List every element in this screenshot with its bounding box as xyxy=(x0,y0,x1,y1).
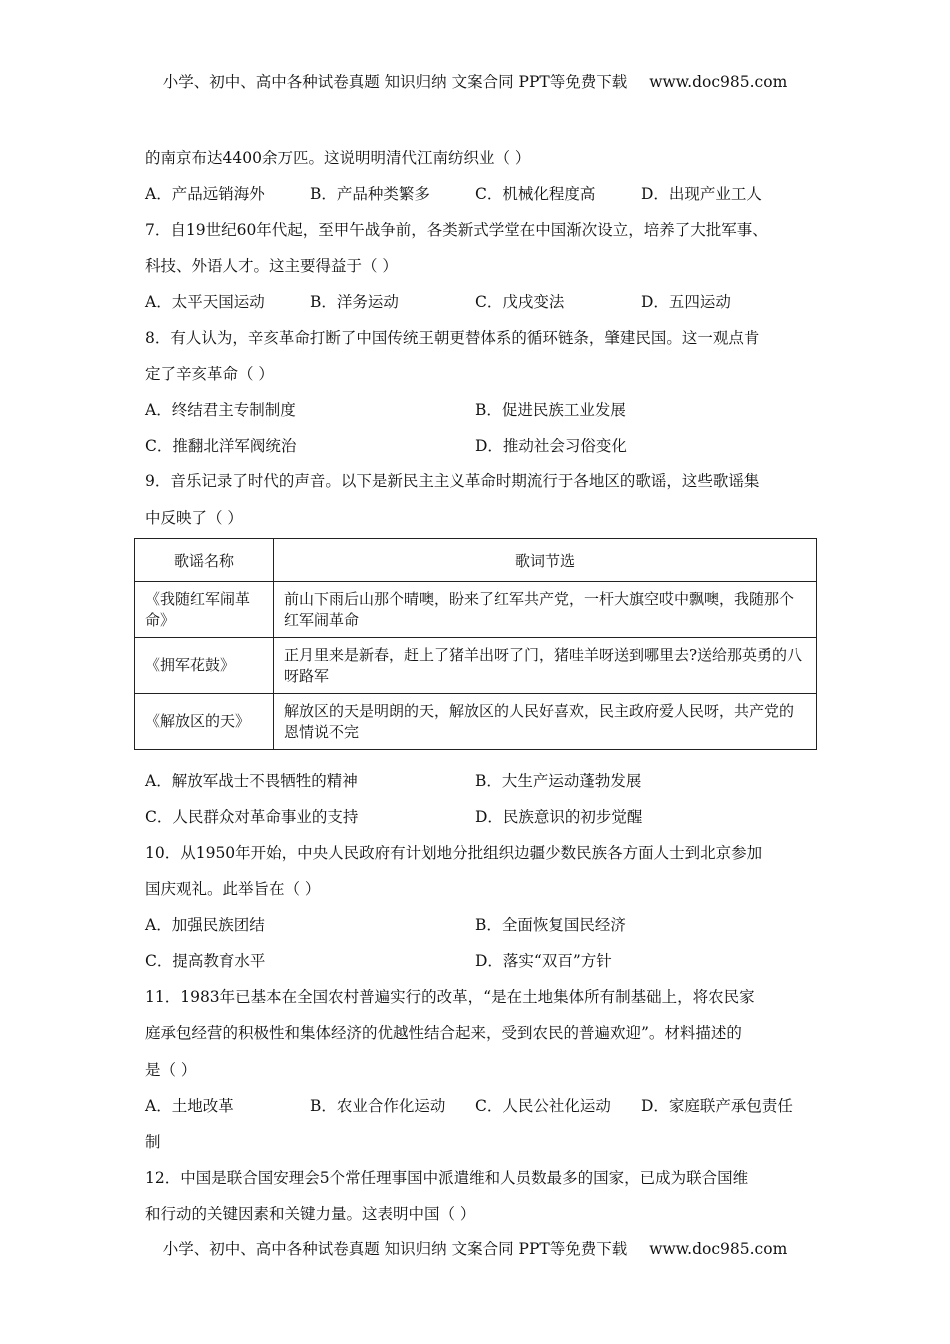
q7-option-d: D．五四运动 xyxy=(641,293,731,311)
table-row xyxy=(135,582,817,638)
header-site: www.doc985.com xyxy=(649,73,788,91)
song-lyrics: 解放区的天是明朗的天，解放区的人民好喜欢，民主政府爱人民呀，共产党的恩情说不完 xyxy=(274,694,817,750)
header-text: 小学、初中、高中各种试卷真题 知识归纳 文案合同 PPT等免费下载 xyxy=(162,73,628,91)
q6-continuation: 的南京布达4400余万匹。这说明明清代江南纺织业（ ） xyxy=(145,149,531,167)
q11-option-d-wrap: 制 xyxy=(145,1133,161,1151)
q7-stem-line-2: 科技、外语人才。这主要得益于（ ） xyxy=(145,257,398,275)
q9-stem-line-2: 中反映了（ ） xyxy=(145,509,243,527)
footer-site: www.doc985.com xyxy=(649,1240,788,1258)
q11-option-a: A．土地改革 xyxy=(145,1097,234,1115)
song-lyrics: 前山下雨后山那个晴噢，盼来了红军共产党，一杆大旗空哎中飘噢，我随那个红军闹革命 xyxy=(274,582,817,638)
q10-stem-line-2: 国庆观礼。此举旨在（ ） xyxy=(145,880,321,898)
q8-stem-line-1: 8．有人认为，辛亥革命打断了中国传统王朝更替体系的循环链条，肇建民国。这一观点肯 xyxy=(145,329,760,347)
q11-option-b: B．农业合作化运动 xyxy=(310,1097,446,1115)
q12-stem-line-2: 和行动的关键因素和关键力量。这表明中国（ ） xyxy=(145,1205,476,1223)
q11-stem-line-2: 庭承包经营的积极性和集体经济的优越性结合起来，受到农民的普遍欢迎”。材料描述的 xyxy=(145,1024,742,1042)
footer-text: 小学、初中、高中各种试卷真题 知识归纳 文案合同 PPT等免费下载 xyxy=(162,1240,628,1258)
q10-option-c: C．提高教育水平 xyxy=(145,952,266,970)
table-row xyxy=(135,638,817,694)
q6-option-d: D．出现产业工人 xyxy=(641,185,762,203)
q10-option-a: A．加强民族团结 xyxy=(145,916,265,934)
q11-option-c: C．人民公社化运动 xyxy=(475,1097,611,1115)
table-row xyxy=(135,694,817,750)
q8-option-c: C．推翻北洋军阀统治 xyxy=(145,437,297,455)
q10-option-b: B．全面恢复国民经济 xyxy=(475,916,626,934)
table-header-lyrics: 歌词节选 xyxy=(274,539,817,582)
song-name: 《解放区的天》 xyxy=(135,694,274,750)
q8-stem-line-2: 定了辛亥革命（ ） xyxy=(145,365,274,383)
q10-stem-line-1: 10．从1950年开始，中央人民政府有计划地分批组织边疆少数民族各方面人士到北京参加 xyxy=(145,844,763,862)
q9-option-a: A．解放军战士不畏牺牲的精神 xyxy=(145,772,358,790)
q11-stem-line-1: 11．1983年已基本在全国农村普遍实行的改革，“是在土地集体所有制基础上，将农民家 xyxy=(145,988,755,1006)
q8-option-d: D．推动社会习俗变化 xyxy=(475,437,627,455)
q6-option-a: A．产品远销海外 xyxy=(145,185,265,203)
song-name: 《我随红军闹革命》 xyxy=(135,582,274,638)
q11-stem-line-3: 是（ ） xyxy=(145,1061,197,1079)
songs-table xyxy=(134,538,817,750)
q10-option-d: D．落实“双百”方针 xyxy=(475,952,612,970)
q8-option-b: B．促进民族工业发展 xyxy=(475,401,626,419)
table-header-row xyxy=(135,539,817,582)
q9-option-d: D．民族意识的初步觉醒 xyxy=(475,808,643,826)
q7-option-a: A．太平天国运动 xyxy=(145,293,265,311)
q7-stem-line-1: 7．自19世纪60年代起，至甲午战争前，各类新式学堂在中国渐次设立，培养了大批军事、 xyxy=(145,221,768,239)
q9-stem-line-1: 9．音乐记录了时代的声音。以下是新民主主义革命时期流行于各地区的歌谣，这些歌谣集 xyxy=(145,472,760,490)
q6-option-b: B．产品种类繁多 xyxy=(310,185,430,203)
song-name: 《拥军花鼓》 xyxy=(135,638,274,694)
table-header-name: 歌谣名称 xyxy=(135,539,274,582)
q11-option-d: D．家庭联产承包责任 xyxy=(641,1097,793,1115)
q8-option-a: A．终结君主专制制度 xyxy=(145,401,296,419)
q12-stem-line-1: 12．中国是联合国安理会5个常任理事国中派遣维和人员数最多的国家，已成为联合国维 xyxy=(145,1169,749,1187)
page-footer xyxy=(0,1237,950,1259)
song-lyrics: 正月里来是新春，赶上了猪羊出呀了门，猪哇羊呀送到哪里去?送给那英勇的八呀路军 xyxy=(274,638,817,694)
q7-option-b: B．洋务运动 xyxy=(310,293,399,311)
q9-option-c: C．人民群众对革命事业的支持 xyxy=(145,808,359,826)
q6-option-c: C．机械化程度高 xyxy=(475,185,596,203)
q9-option-b: B．大生产运动蓬勃发展 xyxy=(475,772,642,790)
page-header xyxy=(0,70,950,92)
q7-option-c: C．戊戌变法 xyxy=(475,293,565,311)
